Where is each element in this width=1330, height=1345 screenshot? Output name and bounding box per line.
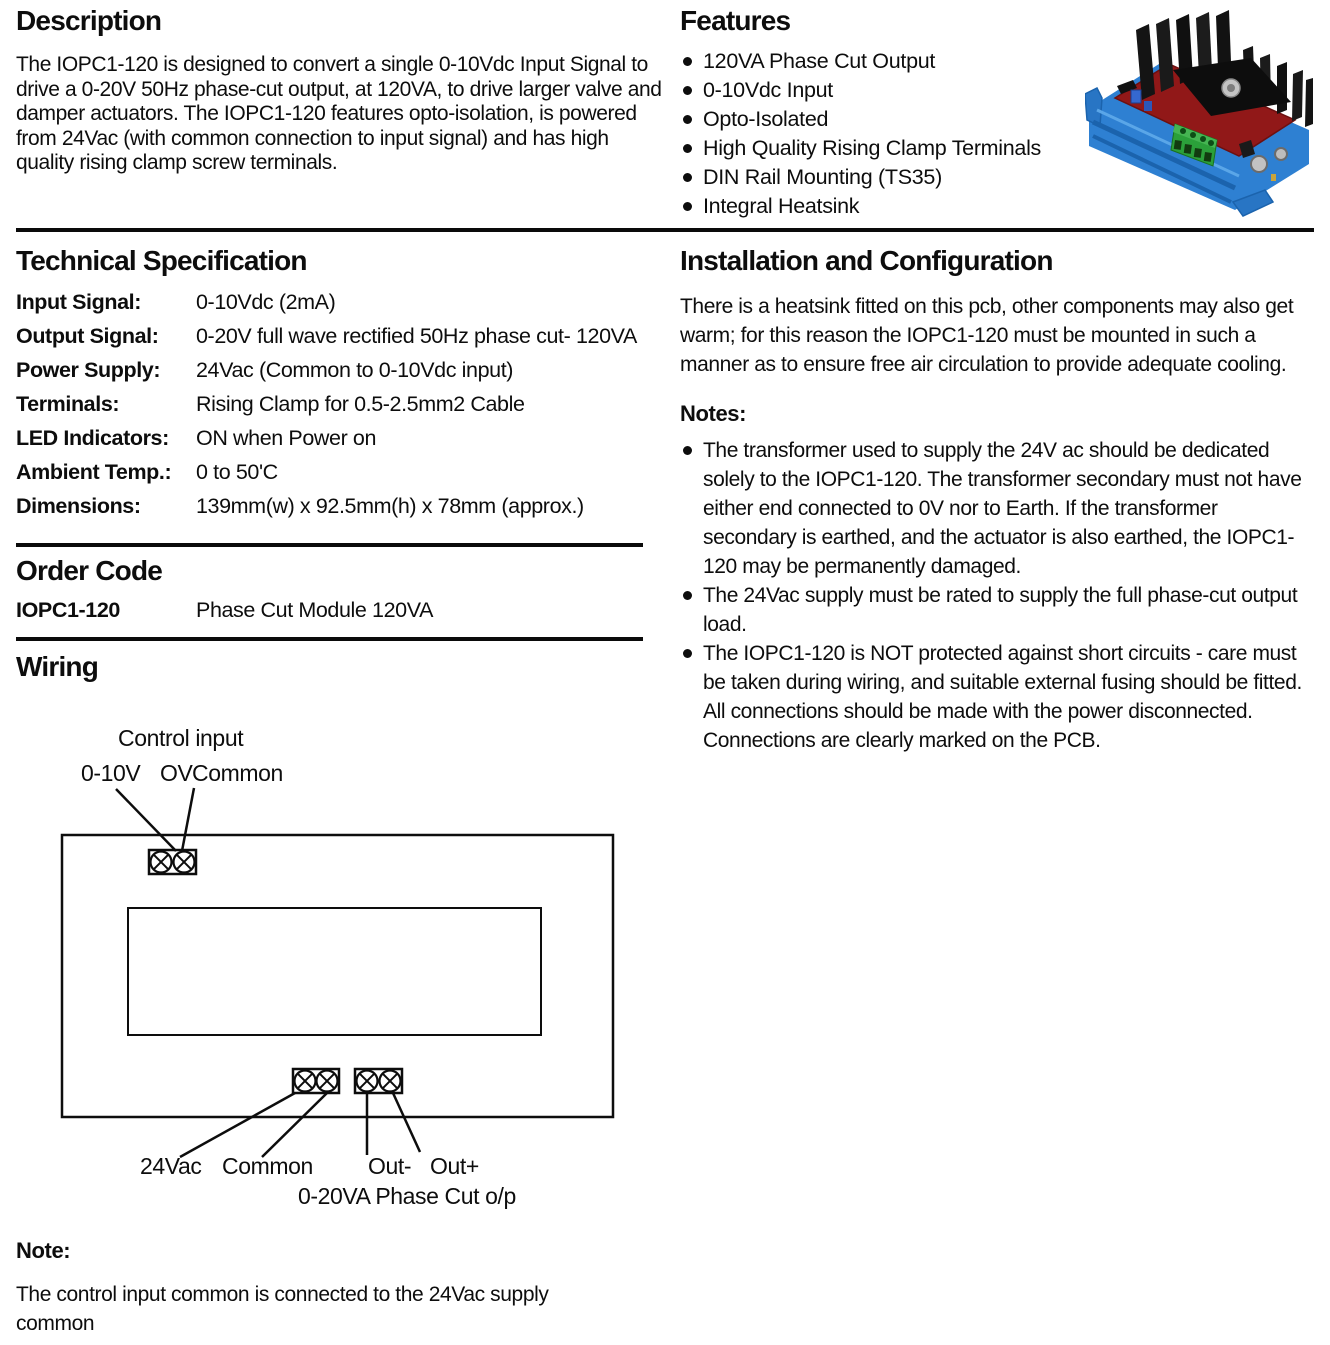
out-plus-label: Out+ xyxy=(430,1153,479,1179)
tech-spec-heading: Technical Specification xyxy=(16,245,307,276)
leader-line-0-10v xyxy=(116,789,176,851)
notes-heading: Notes: xyxy=(680,401,747,426)
spec-value: 24Vac (Common to 0-10Vdc input) xyxy=(196,358,514,382)
bullet-icon xyxy=(683,57,692,66)
resistor xyxy=(1271,174,1276,181)
heatsink-fin xyxy=(1216,10,1231,68)
features-section xyxy=(680,6,1080,221)
feature-label: Opto-Isolated xyxy=(703,107,829,131)
bullet-icon xyxy=(683,115,692,124)
description-section xyxy=(16,6,664,176)
spec-value: 139mm(w) x 92.5mm(h) x 78mm (approx.) xyxy=(196,494,584,518)
leader-line-0v-common xyxy=(182,788,194,851)
input-common-label: Common xyxy=(192,760,283,786)
capacitor xyxy=(1275,148,1287,160)
bullet-icon xyxy=(683,144,692,153)
control-input-terminal xyxy=(149,850,196,874)
bullet-icon xyxy=(683,202,692,211)
spec-row xyxy=(16,324,656,358)
divider-rule xyxy=(16,543,643,547)
installation-body: There is a heatsink fitted on this pcb, other components may also get warm; for this reason the IOPC1-120 must be mounted in such a manner as to ensure free air circulation to provide adequate cooling. xyxy=(680,295,1294,376)
spec-label: Input Signal: xyxy=(16,290,141,314)
divider-rule xyxy=(16,637,643,641)
terminal-slot xyxy=(1194,148,1202,158)
note-item xyxy=(680,639,1314,755)
product-photo-illustration xyxy=(1085,8,1313,218)
screw-head xyxy=(1227,84,1235,92)
spec-label: Ambient Temp.: xyxy=(16,460,172,484)
feature-label: 0-10Vdc Input xyxy=(703,78,833,102)
spec-label: Power Supply: xyxy=(16,358,161,382)
heatsink-fin xyxy=(1305,78,1313,127)
feature-item xyxy=(680,105,1080,134)
feature-item xyxy=(680,163,1080,192)
output-terminal xyxy=(355,1069,402,1093)
terminal-hole xyxy=(1200,136,1206,142)
wiring-section xyxy=(16,652,98,682)
spec-row xyxy=(16,426,656,460)
bullet-icon xyxy=(683,446,692,455)
heatsink-fin xyxy=(1277,62,1287,114)
feature-label: 120VA Phase Cut Output xyxy=(703,49,936,73)
heatsink-fin xyxy=(1292,70,1303,121)
note-item xyxy=(680,581,1314,639)
spec-label: Terminals: xyxy=(16,392,120,416)
blue-component xyxy=(1144,101,1152,111)
feature-label: High Quality Rising Clamp Terminals xyxy=(703,136,1042,160)
spec-row xyxy=(16,392,656,426)
terminal-slot xyxy=(1184,144,1192,154)
supply-common-label: Common xyxy=(222,1153,313,1179)
supply-terminal xyxy=(293,1069,339,1093)
output-caption: 0-20VA Phase Cut o/p xyxy=(298,1183,516,1209)
feature-label: DIN Rail Mounting (TS35) xyxy=(703,165,942,189)
terminal-hole xyxy=(1180,128,1186,134)
bullet-icon xyxy=(683,173,692,182)
terminal-hole xyxy=(1208,140,1214,146)
feature-item xyxy=(680,47,1080,76)
input-0v-label: OV xyxy=(160,760,193,786)
order-code-section xyxy=(16,556,656,623)
wiring-heading: Wiring xyxy=(16,651,99,682)
spec-value: Rising Clamp for 0.5-2.5mm2 Cable xyxy=(196,392,525,416)
bottom-note-heading: Note: xyxy=(16,1238,71,1263)
terminal-slot xyxy=(1174,140,1182,150)
feature-item xyxy=(680,192,1080,221)
wiring-diagram-svg xyxy=(0,780,660,1220)
rail-clip-left xyxy=(1085,88,1102,126)
supply-24vac-label: 24Vac xyxy=(140,1153,202,1179)
divider-rule xyxy=(16,228,1314,232)
bullet-icon xyxy=(683,649,692,658)
note-item xyxy=(680,436,1314,581)
order-code-value: IOPC1-120 xyxy=(16,598,120,622)
note-text: The IOPC1-120 is NOT protected against short circuits - care must be taken during wiring, and suitable external fusing should be fitted. All connections should be made with the power disconnected. Connections are clearly marked on the PCB. xyxy=(703,642,1302,752)
bottom-note-section xyxy=(16,1238,606,1338)
input-0-10v-label: 0-10V xyxy=(81,760,141,786)
control-input-label: Control input xyxy=(118,725,244,751)
order-code-description: Phase Cut Module 120VA xyxy=(196,598,434,622)
spec-row xyxy=(16,460,656,494)
bottom-note-body: The control input common is connected to the 24Vac supply common xyxy=(16,1283,549,1335)
out-minus-label: Out- xyxy=(368,1153,412,1179)
wiring-diagram xyxy=(0,720,660,1220)
bullet-icon xyxy=(683,86,692,95)
spec-row xyxy=(16,290,656,324)
spec-value: 0-10Vdc (2mA) xyxy=(196,290,336,314)
feature-item xyxy=(680,76,1080,105)
description-heading: Description xyxy=(16,5,162,36)
notes-list xyxy=(680,436,1314,755)
leader-line-24vac xyxy=(180,1093,295,1157)
spec-value: 0 to 50'C xyxy=(196,460,278,484)
spec-label: Dimensions: xyxy=(16,494,141,518)
spec-label: Output Signal: xyxy=(16,324,159,348)
leader-line-common xyxy=(262,1093,327,1157)
spec-row xyxy=(16,358,656,392)
description-body: The IOPC1-120 is designed to convert a single 0-10Vdc Input Signal to drive a 0-20V 50Hz phase-cut output, at 120VA, to drive larger valve and damper actuators. The IOPC1-120 features opto-isolation, is powered from 24Vac (with common connection to input signal) and has high quality rising clamp screw terminals. xyxy=(16,53,662,174)
feature-label: Integral Heatsink xyxy=(703,194,860,218)
pcb-outline xyxy=(62,835,613,1117)
leader-line-out-plus xyxy=(393,1093,420,1152)
features-heading: Features xyxy=(680,5,791,36)
capacitor xyxy=(1251,156,1267,172)
tech-spec-table xyxy=(16,290,656,528)
order-code-heading: Order Code xyxy=(16,555,163,586)
order-code-row xyxy=(16,598,656,623)
note-text: The 24Vac supply must be rated to supply the full phase-cut output load. xyxy=(703,584,1298,636)
feature-item xyxy=(680,134,1080,163)
terminal-hole xyxy=(1190,132,1196,138)
spec-value: ON when Power on xyxy=(196,426,377,450)
spec-label: LED Indicators: xyxy=(16,426,169,450)
terminal-slot xyxy=(1204,152,1212,162)
bullet-icon xyxy=(683,591,692,600)
blue-component xyxy=(1131,90,1141,103)
installation-heading: Installation and Configuration xyxy=(680,245,1053,276)
tech-spec-section xyxy=(16,246,656,528)
installation-section xyxy=(680,246,1314,755)
spec-value: 0-20V full wave rectified 50Hz phase cut- 120VA xyxy=(196,324,637,348)
product-photo xyxy=(1085,8,1313,218)
spec-row xyxy=(16,494,656,528)
features-list xyxy=(680,47,1080,221)
note-text: The transformer used to supply the 24V ac should be dedicated solely to the IOPC1-120. The transformer secondary must not have either end connected to 0V nor to Earth. If the transformer secondary is earthed, and the actuator is also earthed, the IOPC1-120 may be permanently damaged. xyxy=(703,439,1302,578)
heatsink-outline xyxy=(128,908,541,1035)
